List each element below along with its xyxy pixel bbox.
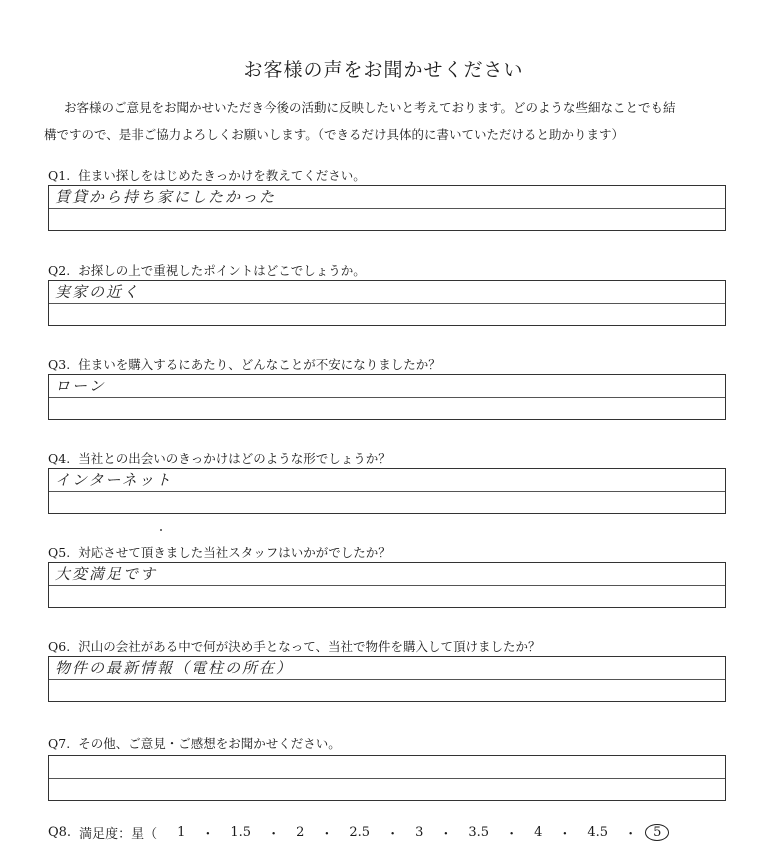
ruled-line	[49, 208, 725, 209]
rating-separator: ・	[439, 827, 453, 842]
question-text: 対応させて頂きました当社スタッフはいかがでしたか？	[78, 545, 391, 560]
rating-option[interactable]: 2.5	[349, 825, 371, 840]
question-number: Q3.	[48, 357, 71, 372]
answer-box-7[interactable]	[48, 755, 726, 801]
question-number: Q7.	[48, 736, 71, 751]
rating-separator: ・	[320, 827, 334, 842]
question-2	[48, 262, 728, 326]
question-number: Q4.	[48, 451, 71, 466]
rating-label: 満足度：星（	[79, 827, 158, 842]
ruled-line	[49, 303, 725, 304]
rating-separator: ・	[624, 827, 638, 842]
rating-option[interactable]: 1	[177, 825, 186, 840]
question-7	[48, 735, 728, 801]
question-number: Q1.	[48, 168, 71, 183]
intro-line-1: お客様のご意見をお聞かせいただき今後の活動に反映したいと考えております。どのような些細なことでも結	[64, 100, 676, 115]
rating-separator: ・	[505, 827, 519, 842]
rating-option[interactable]: 3	[415, 825, 424, 840]
rating-option[interactable]: 1.5	[230, 825, 252, 840]
question-number: Q6.	[48, 639, 71, 654]
satisfaction-rating	[48, 823, 728, 842]
rating-separator: ・	[267, 827, 281, 842]
scan-speck	[160, 529, 162, 531]
handwritten-answer: 大変満足です	[55, 565, 158, 583]
rating-option[interactable]: 4.5	[587, 825, 609, 840]
question-text: その他、ご意見・ご感想をお聞かせください。	[78, 736, 341, 751]
answer-box-6[interactable]	[48, 656, 726, 702]
question-number: Q5.	[48, 545, 71, 560]
intro-text	[44, 94, 734, 148]
question-number: Q8.	[48, 825, 72, 840]
rating-option[interactable]: 4	[534, 825, 543, 840]
handwritten-answer: 賃貸から持ち家にしたかった	[55, 188, 277, 206]
ruled-line	[49, 491, 725, 492]
ruled-line	[49, 679, 725, 680]
handwritten-answer: 実家の近く	[55, 283, 141, 301]
question-1	[48, 167, 728, 231]
question-1-label	[48, 167, 728, 185]
question-text: 住まい探しをはじめたきっかけを教えてください。	[78, 168, 366, 183]
handwritten-answer: ローン	[55, 377, 106, 395]
answer-box-1[interactable]	[48, 185, 726, 231]
rating-separator: ・	[201, 827, 215, 842]
question-text: 沢山の会社がある中で何が決め手となって、当社で物件を購入して頂けましたか？	[78, 639, 541, 654]
question-7-label	[48, 735, 728, 753]
handwritten-answer: 物件の最新情報（電柱の所在）	[55, 659, 294, 677]
question-text: 住まいを購入するにあたり、どんなことが不安になりましたか？	[78, 357, 441, 372]
question-number: Q2.	[48, 263, 71, 278]
intro-line-2: 構ですので、是非ご協力よろしくお願いします。（できるだけ具体的に書いていただけると助かります）	[44, 127, 625, 142]
answer-box-5[interactable]	[48, 562, 726, 608]
question-text: 当社との出会いのきっかけはどのような形でしょうか？	[78, 451, 391, 466]
question-6-label	[48, 638, 728, 656]
question-5-label	[48, 544, 728, 562]
rating-option-selected[interactable]: 5	[645, 824, 669, 841]
question-3-label	[48, 356, 728, 374]
ruled-line	[49, 585, 725, 586]
question-4	[48, 450, 728, 514]
question-text: お探しの上で重視したポイントはどこでしょうか。	[78, 263, 366, 278]
question-3	[48, 356, 728, 420]
question-6	[48, 638, 728, 702]
question-2-label	[48, 262, 728, 280]
rating-separator: ・	[558, 827, 572, 842]
answer-box-2[interactable]	[48, 280, 726, 326]
answer-box-3[interactable]	[48, 374, 726, 420]
ruled-line	[49, 397, 725, 398]
ruled-line	[49, 778, 725, 779]
rating-option[interactable]: 2	[296, 825, 305, 840]
handwritten-answer: インターネット	[55, 471, 173, 489]
question-4-label	[48, 450, 728, 468]
question-5	[48, 544, 728, 608]
rating-separator: ・	[386, 827, 400, 842]
rating-option[interactable]: 3.5	[468, 825, 490, 840]
answer-box-4[interactable]	[48, 468, 726, 514]
page-title: お客様の声をお聞かせください	[243, 59, 524, 81]
